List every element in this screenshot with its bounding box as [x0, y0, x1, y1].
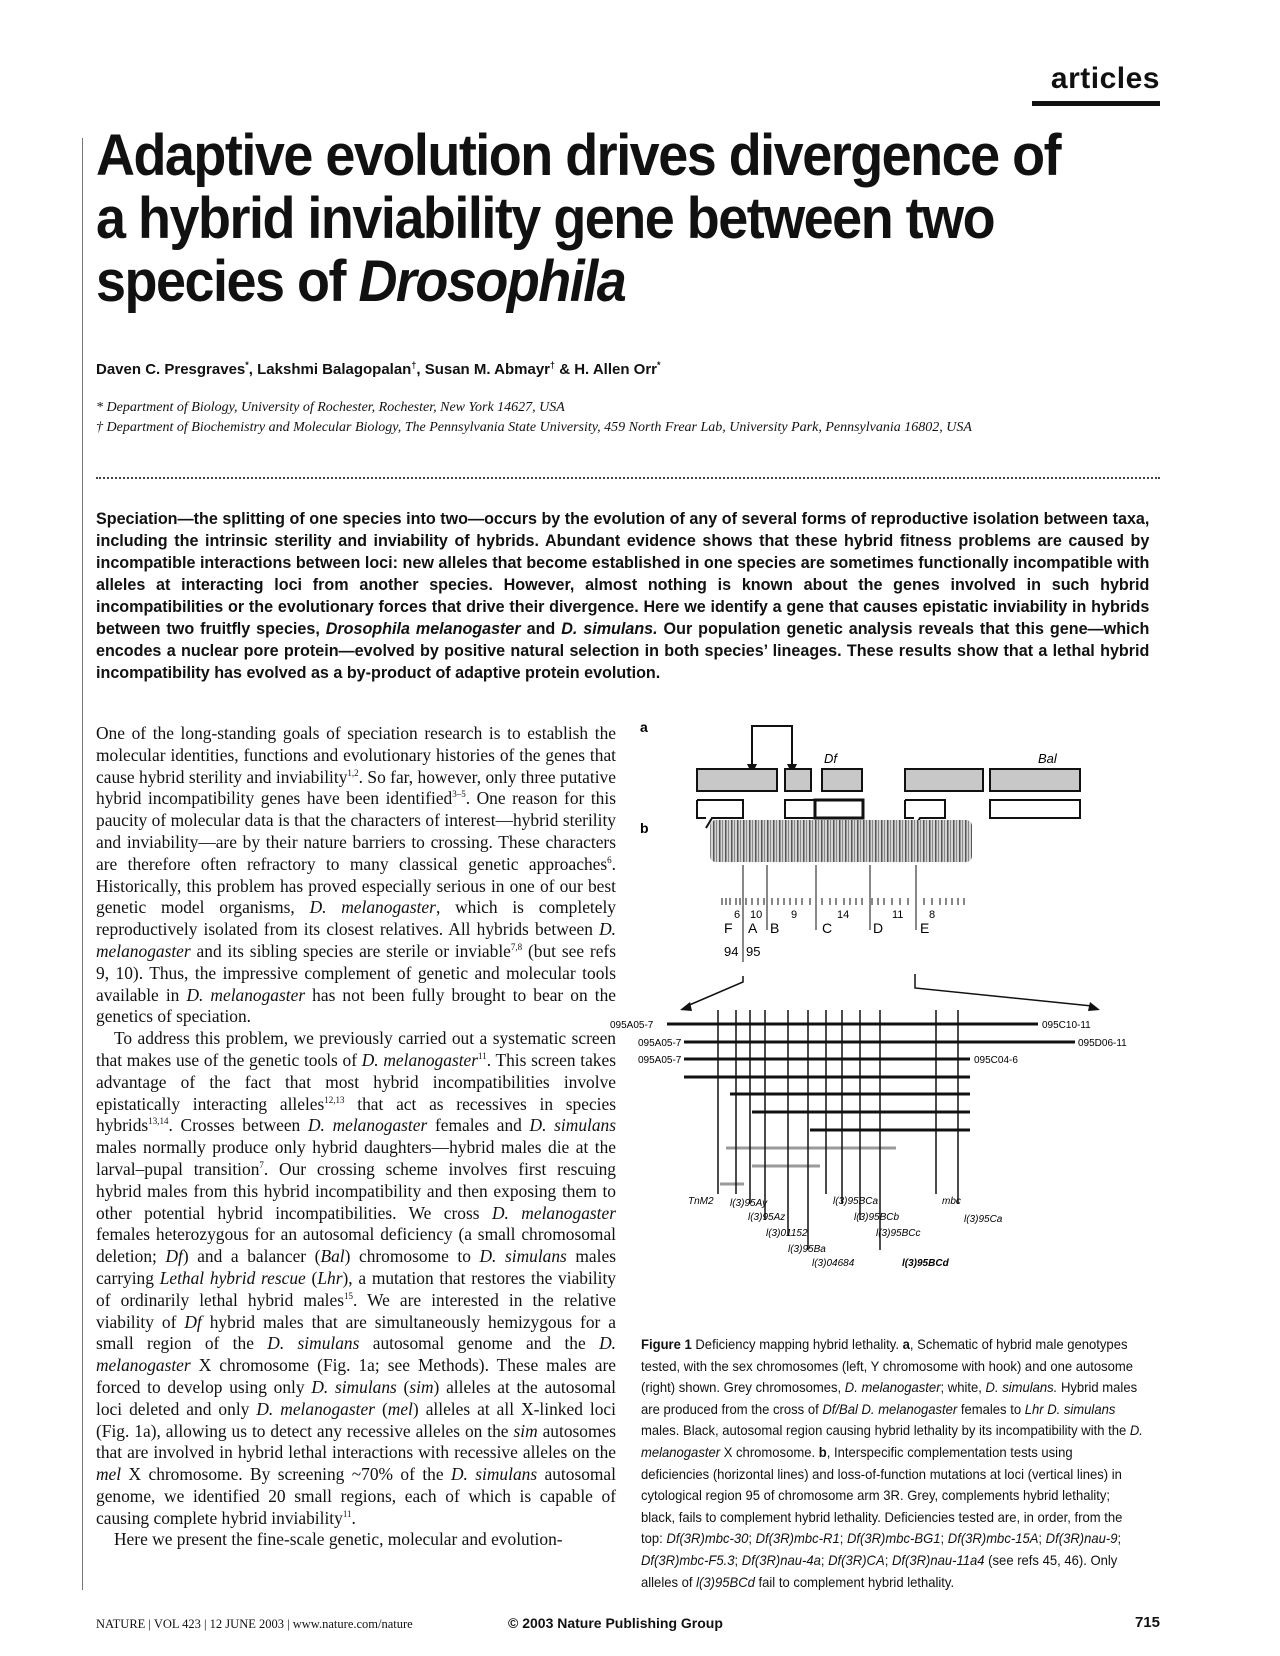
mel-bal-right: [990, 769, 1080, 791]
band-letter: F: [724, 920, 733, 936]
title-line: a hybrid inviability gene between two: [96, 186, 995, 251]
figure-1: [610, 719, 1180, 1320]
abstract-text: and: [520, 620, 562, 638]
band-number: 6: [734, 909, 741, 921]
abstract-text: Our population genetic analysis reveals that this gene—which encodes a nuclear pore protein—evolved by positive natural selection in both species’ lineages. These results show that a lethal hybrid incompatibility has evolved as a by-product of adaptive protein evolution.: [96, 620, 1150, 682]
footer-copyright: © 2003 Nature Publishing Group: [508, 1615, 723, 1631]
locus-label: l(3)01152: [766, 1228, 808, 1239]
author-mark: *: [657, 360, 661, 370]
band-letter: B: [770, 920, 780, 936]
margin-rule: [82, 138, 83, 1590]
band-number: 14: [837, 909, 850, 921]
mel-autosome-df-left: [785, 769, 811, 791]
deficiency-label: 095C04-6: [974, 1055, 1018, 1066]
band-letter: A: [748, 920, 758, 936]
author: Lakshmi Balagopalan: [257, 361, 412, 378]
title-genus: Drosophila: [358, 249, 626, 314]
abstract: [96, 508, 1149, 684]
division-lines: [743, 865, 916, 962]
band-number: 11: [892, 909, 904, 921]
mel-x-chromosome: [697, 769, 777, 791]
mel-bal-left: [905, 769, 983, 791]
section-label: articles: [1050, 62, 1160, 95]
author: Daven C. Presgraves: [96, 361, 246, 378]
author: & H. Allen Orr: [559, 361, 657, 378]
figure-caption: Figure 1 Deficiency mapping hybrid lethality. a, Schematic of hybrid male genotypes tested, with the sex chromosomes (left, Y chromosome with hook) and one autosome (right) shown. Grey chromosomes, D. melanogaster; white, D. simulans. Hybrid males are produced from the cross of Df/Bal D. melanogaster females to Lhr D. simulans males. Black, autosomal region causing hybrid lethality by its incompatibility with the D. melanogaster X chromosome. b, Interspecific complementation tests using deficiencies (horizontal lines) and loss-of-function mutations at loci (vertical lines) in cytological region 95 of chromosome arm 3R. Grey, complements hybrid lethality; black, fails to complement hybrid lethality. Deficiencies tested are, in order, from the top: Df(3R)mbc-30; Df(3R)mbc-R1; Df(3R)mbc-BG1; Df(3R)mbc-15A; Df(3R)nau-9; Df(3R)mbc-F5.3; Df(3R)nau-4a; Df(3R)CA; Df(3R)nau-11a4 (see refs 45, 46). Only alleles of l(3)95BCd fail to complement hybrid lethality.: [641, 1337, 1143, 1590]
panel-label-b: b: [640, 820, 649, 836]
deficiency-lines: [667, 1024, 1075, 1130]
arrowhead: [1088, 1002, 1100, 1011]
author-mark: †: [550, 360, 556, 370]
band-letter: C: [822, 920, 833, 936]
locus-label: TnM2: [688, 1196, 714, 1207]
region-label: 95: [746, 944, 761, 959]
sim-autosome-left: [785, 800, 815, 818]
cytology-ticks: [722, 898, 964, 905]
author-list: Daven C. Presgraves*, Lakshmi Balagopalan†, Susan M. Abmayr† & H. Allen Orr*: [96, 360, 661, 378]
locus-label: mbc: [942, 1196, 961, 1207]
sim-autosome-black: [815, 800, 863, 818]
article-title: [96, 124, 1100, 313]
band-letter: E: [920, 920, 930, 936]
abstract-italic: Drosophila melanogaster: [325, 620, 521, 638]
body-paragraph: To address this problem, we previously carried out a systematic screen that makes use of the genetic tools of D. melanogaster$^{11}$. This screen takes advantage of the fact that most hybrid incompatibilities involve epistatically interacting alleles$^{12,13}$ that act as recessives in species hybrids$^{13,14}$. Crosses between D. melanogaster females and D. simulans males normally produce only hybrid daughters—hybrid males die at the larval–pupal transition$^7$. Our crossing scheme involves first rescuing hybrid males from this hybrid incompatibility and then exposing them to other potential hybrid incompatibilities. We cross D. melanogaster females heterozygous for an autosomal deficiency (a small chromosomal deletion; Df) and a balancer (Bal) chromosome to D. simulans males carrying Lethal hybrid rescue (Lhr), a mutation that restores the viability of ordinarily lethal hybrid males$^{15}$. We are interested in the relative viability of Df hybrid males that are simultaneously hemizygous for a small region of the D. simulans autosomal genome and the D. melanogaster X chromosome (Fig. 1a; see Methods). These males are forced to develop using only D. simulans (sim) alleles at the autosomal loci deleted and only D. melanogaster (mel) alleles at all X-linked loci (Fig. 1a), allowing us to detect any recessive alleles on the sim autosomes that are involved in hybrid lethal interactions with recessive alleles on the mel X chromosome. By screening ~70% of the D. simulans autosomal genome, we identified 20 small regions, each of which is capable of causing complete hybrid inviability$^{11}$.: [96, 1028, 617, 1528]
locus-label: l(3)04684: [812, 1258, 855, 1269]
panel-label-a: a: [640, 719, 648, 735]
band-number: 9: [791, 909, 798, 921]
locus-label: l(3)95Ca: [964, 1214, 1003, 1225]
author-mark: †: [411, 360, 417, 370]
locus-label: l(3)95Az: [748, 1212, 786, 1223]
polytene-chromosome: [710, 820, 972, 862]
title-line: Adaptive evolution drives divergence of: [96, 123, 1061, 188]
deficiency-label: 095D06-11: [1078, 1038, 1127, 1049]
df-label: Df: [824, 751, 837, 766]
band-number: 8: [929, 909, 936, 921]
body-paragraph: One of the long-standing goals of speciation research is to establish the molecular identities, functions and evolutionary histories of the genes that cause hybrid sterility and inviability$^{1,2}$. So far, however, only three putative hybrid incompatibility genes have been identified$^{3-5}$. One reason for this paucity of molecular data is that the characters of interest—hybrid sterility and inviability—are by their nature barriers to crossing. These characters are therefore often refractory to many classical genetic approaches$^6$. Historically, this problem has proved especially serious in one of our best genetic model organisms, D. melanogaster, which is completely reproductively isolated from its closest relatives. All hybrids between D. melanogaster and its sibling species are sterile or inviable$^{7,8}$ (but see refs 9, 10). Thus, the impressive complement of genetic and molecular tools available in D. melanogaster has not been fully brought to bear on the genetics of speciation.: [96, 723, 616, 1027]
region-label: 94: [724, 944, 739, 959]
abstract-text: Speciation—the splitting of one species into two—occurs by the evolution of any of several forms of reproductive isolation between taxa, including the intrinsic sterility and inviability of hybrids. Abundant evidence shows that these hybrid fitness problems are caused by incompatible interactions between loci: new alleles that become established in one species are sometimes functionally incompatible with alleles at interacting loci from another species. However, almost nothing is known about the genes involved in such hybrid incompatibilities or the evolutionary forces that drive their divergence. Here we identify a gene that causes epistatic inviability in hybrids between two fruitfly species,: [96, 510, 1150, 638]
deficiency-label: 095A05-7: [638, 1038, 682, 1049]
locus-label: l(3)95Ba: [788, 1244, 826, 1255]
footer-journal-info: NATURE | VOL 423 | 12 JUNE 2003 | www.nature.com/nature: [96, 1617, 413, 1631]
locus-label: l(3)95BCc: [876, 1228, 921, 1239]
body-paragraph: Here we present the fine-scale genetic, molecular and evolution-: [114, 1529, 563, 1550]
author-mark: *: [245, 360, 249, 370]
author: Susan M. Abmayr: [424, 361, 551, 378]
band-number: 10: [750, 909, 763, 921]
mel-autosome-df-right: [822, 769, 862, 791]
section-rule: [1032, 101, 1160, 106]
dotted-separator: [96, 477, 1160, 479]
body-column: [96, 723, 616, 1551]
affiliation: † Department of Biochemistry and Molecular Biology, The Pennsylvania State University, 459 North Frear Lab, University Park, Pennsylvania 16802, USA: [96, 420, 972, 435]
affiliation: * Department of Biology, University of Rochester, Rochester, New York 14627, USA: [96, 400, 565, 415]
bal-label: Bal: [1038, 751, 1057, 766]
locus-label: l(3)95BCd: [902, 1258, 949, 1269]
locus-label: l(3)95Ay: [730, 1198, 768, 1209]
arrowhead: [680, 1002, 692, 1011]
cross-arrow: [752, 726, 792, 768]
deficiency-label: 095A05-7: [638, 1055, 682, 1066]
band-letter: D: [873, 920, 884, 936]
deficiency-label: 095C10-11: [1042, 1020, 1091, 1031]
locus-label: l(3)95BCa: [833, 1196, 879, 1207]
locus-label: l(3)95BCb: [854, 1212, 900, 1223]
sim-autosome-right: [990, 800, 1080, 818]
deficiency-label: 095A05-7: [610, 1020, 654, 1031]
expansion-lines: [687, 974, 1092, 1006]
title-line: species of: [96, 249, 359, 314]
page-number: 715: [1134, 1614, 1160, 1631]
abstract-italic: D. simulans.: [561, 620, 658, 638]
